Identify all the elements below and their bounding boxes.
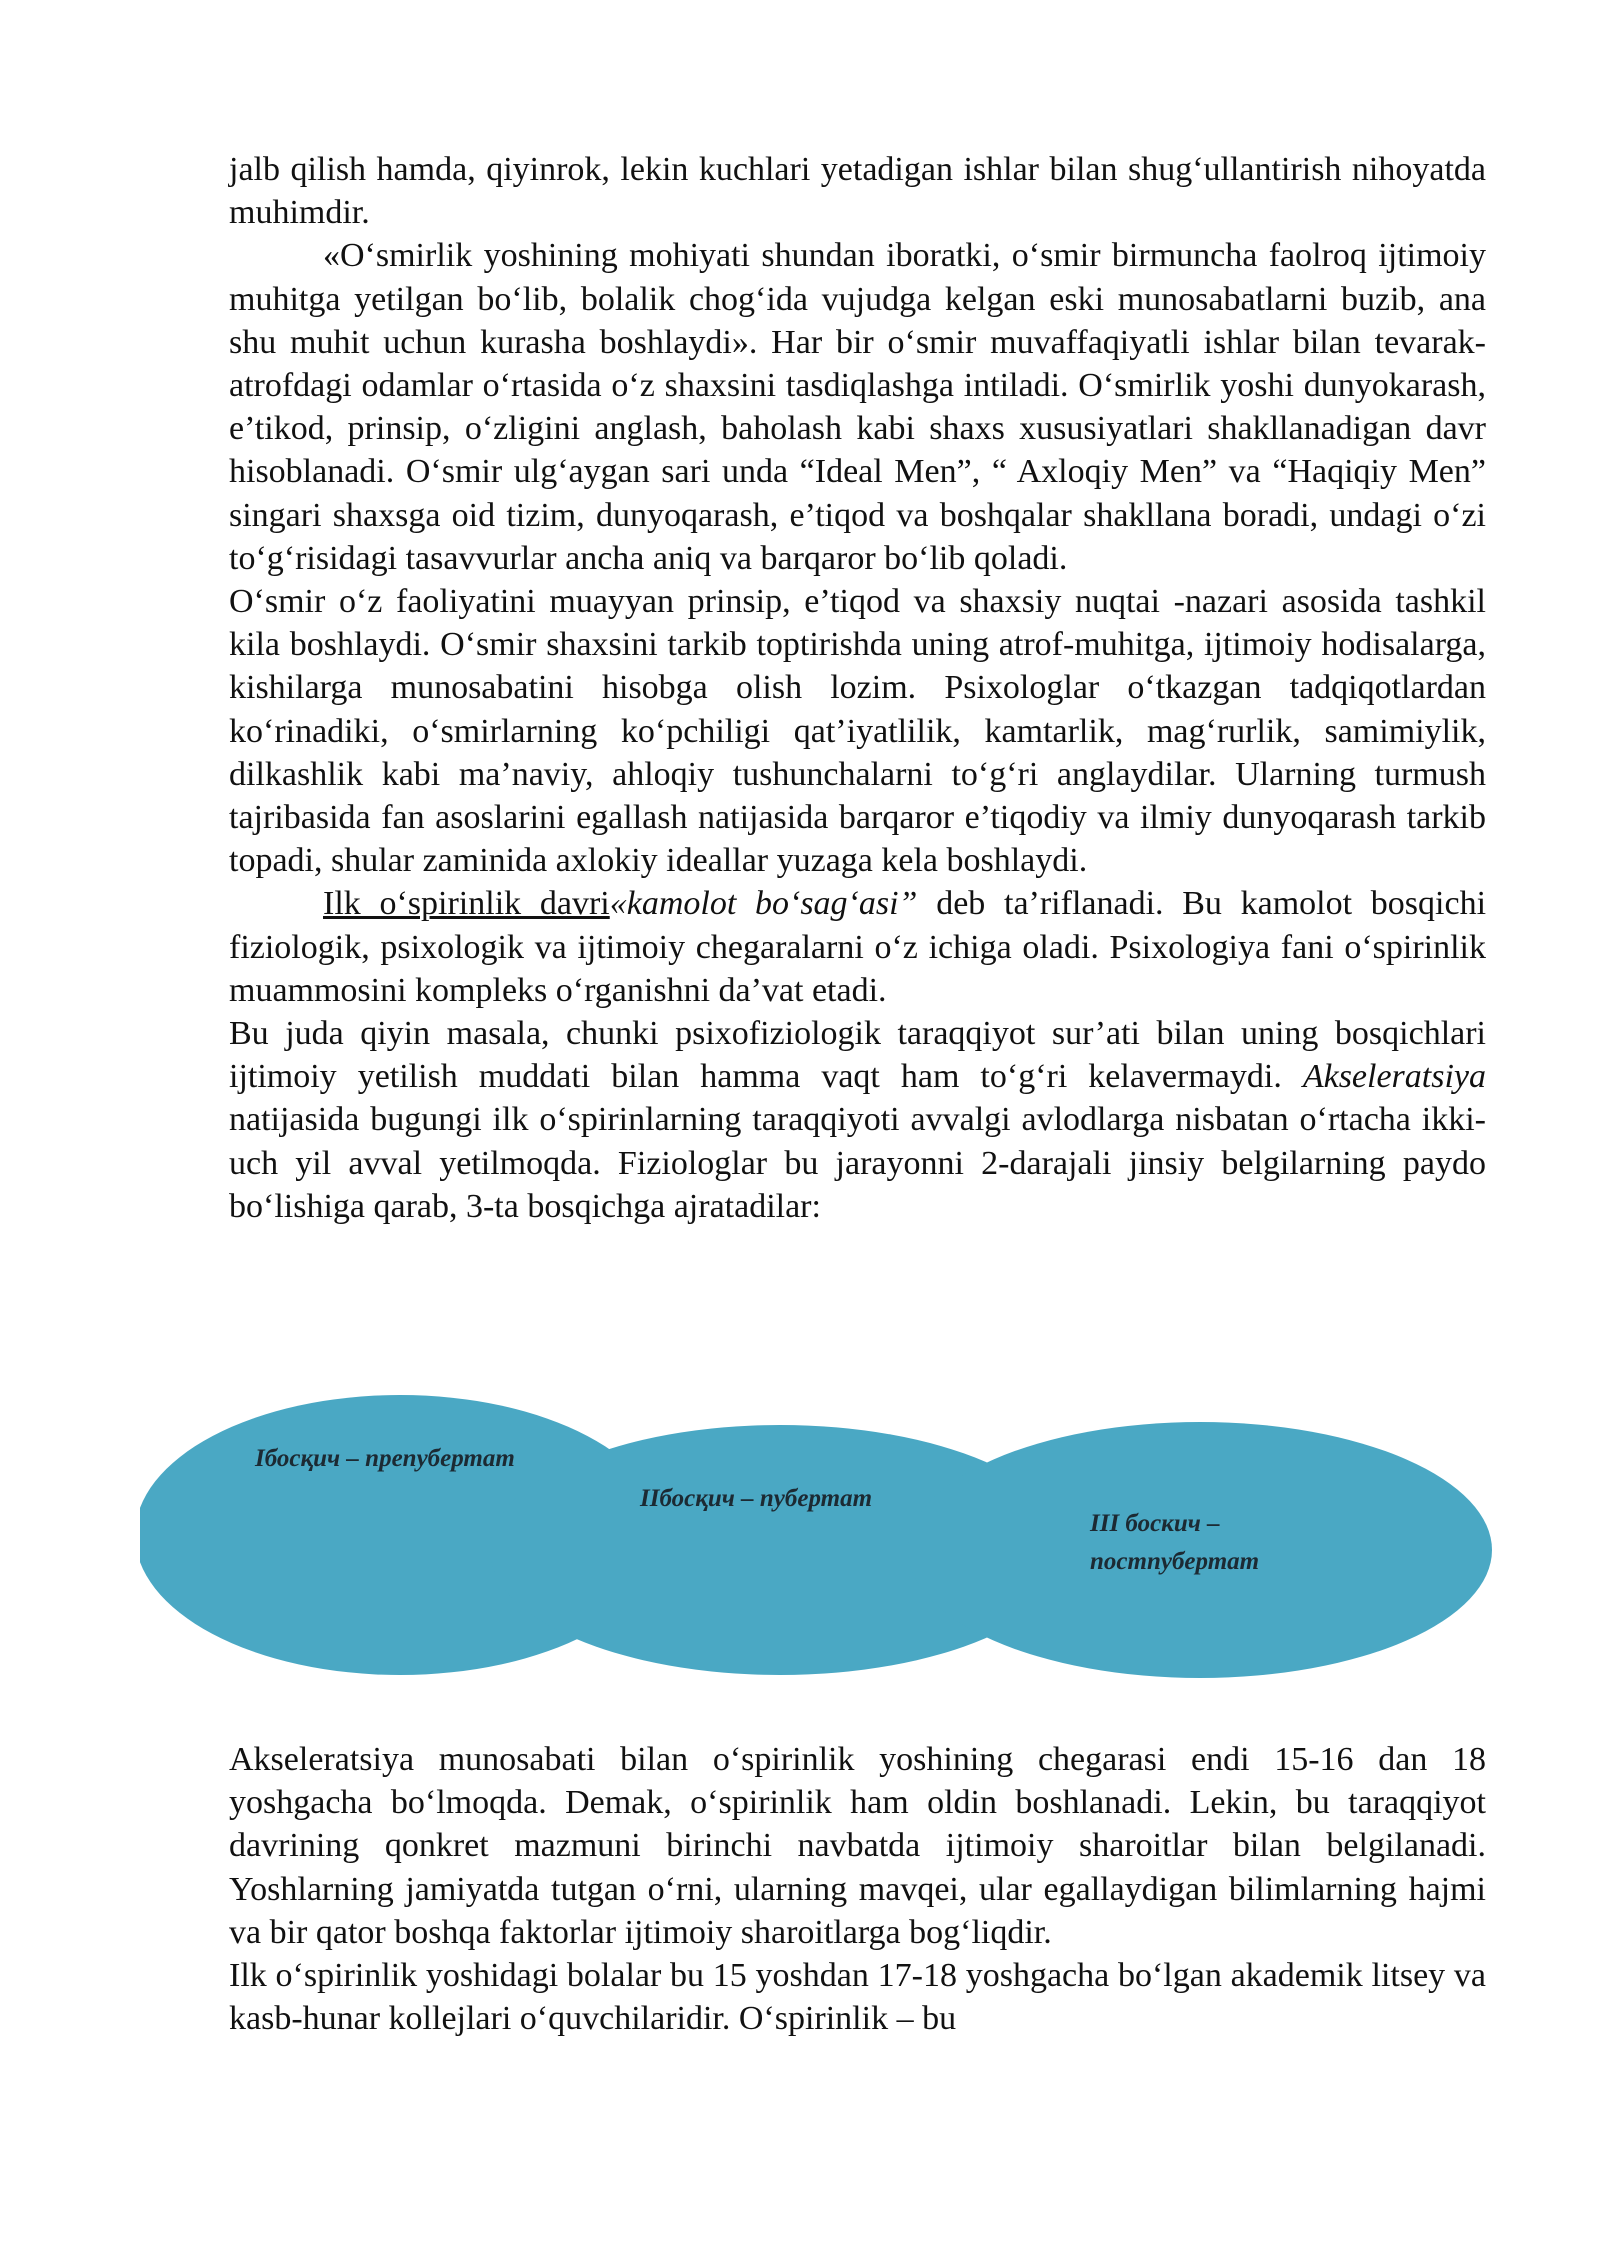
document-body-continued xyxy=(229,1738,1486,2040)
paragraph-kamolot xyxy=(229,882,1486,1012)
puberty-stages-diagram xyxy=(140,1380,1560,1680)
italic-term: «kamolot bo‘sag‘asi” xyxy=(609,885,918,923)
paragraph-akseleratsiya xyxy=(229,1012,1486,1228)
paragraph-ilk-ospirinlik: Ilk o‘spirinlik yoshidagi bolalar bu 15 yoshdan 17-18 yoshgacha bo‘lgan akademik litsey va kasb-hunar kollejlari o‘quvchilaridir. O‘spirinlik – bu xyxy=(229,1957,1486,2038)
paragraph-akseleratsiya-before: Bu juda qiyin masala, chunki psixofiziologik taraqqiyot sur’ati bilan uning bosqichlari ijtimoiy yetilish muddati bilan hamma vaqt ham to‘g‘ri kelavermaydi. xyxy=(229,1015,1486,1096)
paragraph-osmir-faoliyati: O‘smir o‘z faoliyatini muayyan prinsip, e’tiqod va shaxsiy nuqtai -nazari asosida tashkil kila boshlaydi. O‘smir shaxsini tarkib toptirishda uning atrof-muhitga, ijtimoiy hodisalarga, kishilarga munosabatini hisobga olish lozim. Psixologlar o‘tkazgan tadqiqotlardan ko‘rinadiki, o‘smirlarning ko‘pchiligi qat’iyatlilik, kamtarlik, mag‘rurlik, samimiylik, dilkashlik kabi ma’naviy, ahloqiy tushunchalarni to‘g‘ri anglaydilar. Ularning turmush tajribasida fan asoslarini egallash natijasida barqaror e’tiqodiy va ilmiy dunyoqarash tarkib topadi, shular zaminida axlokiy ideallar yuzaga kela boshlaydi. xyxy=(229,583,1486,880)
paragraph-intro: jalb qilish hamda, qiyinrok, lekin kuchlari yetadigan ishlar bilan shug‘ullantirish nihoyatda muhimdir. xyxy=(229,151,1486,232)
paragraph-akseleratsiya-chegara: Akseleratsiya munosabati bilan o‘spirinlik yoshining chegarasi endi 15-16 dan 18 yoshgacha bo‘lmoqda. Demak, o‘spirinlik ham oldin boshlanadi. Lekin, bu taraqqiyot davrining qonkret mazmuni birinchi navbatda ijtimoiy sharoitlar bilan belgilanadi. Yoshlarning jamiyatda tutgan o‘rni, ularning mavqei, ular egallaydigan bilimlarning hajmi va bir qator boshqa faktorlar ijtimoiy sharoitlarga bog‘liqdir. xyxy=(229,1741,1486,1951)
paragraph-kamolot-rest: deb ta’riflanadi. Bu kamolot bosqichi fiziologik, psixologik va ijtimoiy chegaralarni o‘z ichiga oladi. Psixologiya fani o‘spirinlik muammosini kompleks o‘rganishni da’vat etadi. xyxy=(229,885,1487,1009)
italic-akseleratsiya: Akseleratsiya xyxy=(1302,1058,1486,1096)
stage-label-prepubertat: Iбосқич – препубертат xyxy=(255,1445,515,1472)
stage-label-postpubertat: III боскич – постпубертат xyxy=(1090,1510,1260,1575)
document-body xyxy=(229,148,1486,1228)
paragraph-osmirlik-mohiyati: «O‘smirlik yoshining mohiyati shundan iboratki, o‘smir birmuncha faolroq ijtimoiy muhitga yetilgan bo‘lib, bolalik chog‘ida vujudga kelgan eski munosabatlarni buzib, ana shu muhit uchun kurasha boshlaydi». Har bir o‘smir muvaffaqiyatli ishlar bilan tevarak-atrofdagi odamlar o‘rtasida o‘z shaxsini tasdiqlashga intiladi. O‘smirlik yoshi dunyokarash, e’tikod, prinsip, o‘zligini anglash, baholash kabi shaxs xususiyatlari shakllanadigan davr hisoblanadi. O‘smir ulg‘aygan sari unda “Ideal Men”, “ Axloqiy Men” va “Haqiqiy Men” singari shaxsga oid tizim, dunyoqarash, e’tiqod va boshqalar shakllana boradi, undagi o‘zi to‘g‘risidagi tasavvurlar ancha aniq va barqaror bo‘lib qoladi. xyxy=(229,237,1486,577)
underlined-term: Ilk o‘spirinlik davri xyxy=(323,885,610,923)
stages-ellipses xyxy=(140,1380,1560,1680)
stage-label-pubertat: IIбосқич – пубертат xyxy=(640,1485,873,1512)
paragraph-akseleratsiya-after: natijasida bugungi ilk o‘spirinlarning taraqqiyoti avvalgi avlodlarga nisbatan o‘rtacha ikki-uch yil avval yetilmoqda. Fiziologlar bu jarayonni 2-darajali jinsiy belgilarning paydo bo‘lishiga qarab, 3-ta bosqichga ajratadilar: xyxy=(229,1101,1486,1225)
